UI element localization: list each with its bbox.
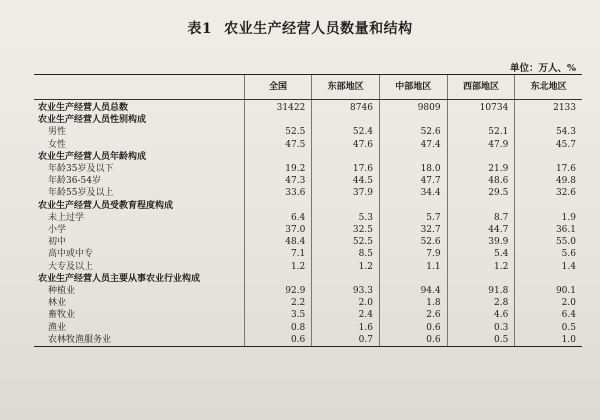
value-cell xyxy=(447,151,515,163)
value-cell: 36.1 xyxy=(515,224,582,236)
value-cell: 1.6 xyxy=(312,322,380,334)
value-cell: 0.8 xyxy=(244,322,312,334)
value-cell: 9809 xyxy=(379,100,447,115)
value-cell: 94.4 xyxy=(379,285,447,297)
value-cell: 32.6 xyxy=(515,187,582,199)
value-cell: 33.6 xyxy=(244,187,312,199)
value-cell: 7.1 xyxy=(244,248,312,260)
header-east: 东部地区 xyxy=(312,75,380,100)
value-cell: 32.5 xyxy=(312,224,380,236)
value-cell: 1.2 xyxy=(312,261,380,273)
value-cell: 5.7 xyxy=(379,212,447,224)
value-cell: 48.4 xyxy=(244,236,312,248)
value-cell: 47.6 xyxy=(312,139,380,151)
header-row xyxy=(34,75,582,100)
row-label: 畜牧业 xyxy=(48,310,76,321)
row-label: 农林牧渔服务业 xyxy=(34,334,244,347)
value-cell: 37.9 xyxy=(312,187,380,199)
value-cell: 0.6 xyxy=(379,322,447,334)
value-cell: 0.7 xyxy=(312,334,380,347)
row-label: 农业生产经营人员受教育程度构成 xyxy=(38,200,174,211)
table-number: 表1 xyxy=(187,21,213,37)
value-cell: 52.5 xyxy=(312,236,380,248)
table-row xyxy=(34,248,582,260)
table-row xyxy=(34,126,582,138)
value-cell: 2.6 xyxy=(379,309,447,321)
value-cell: 44.7 xyxy=(447,224,515,236)
category-row xyxy=(34,151,582,163)
value-cell: 47.7 xyxy=(379,175,447,187)
value-cell: 37.0 xyxy=(244,224,312,236)
data-table xyxy=(34,74,582,347)
row-label: 年龄55岁及以上 xyxy=(48,188,114,199)
value-cell: 32.7 xyxy=(379,224,447,236)
table-title-text: 农业生产经营人员数量和结构 xyxy=(224,21,413,37)
table-row xyxy=(34,334,582,347)
value-cell: 2.4 xyxy=(312,309,380,321)
table-row xyxy=(34,163,582,175)
value-cell: 52.6 xyxy=(379,236,447,248)
value-cell xyxy=(312,114,380,126)
table-body xyxy=(34,100,582,347)
value-cell: 8746 xyxy=(312,100,380,115)
table-row xyxy=(34,261,582,273)
row-label: 种植业 xyxy=(48,286,76,297)
row-label: 未上过学 xyxy=(48,212,85,223)
value-cell: 45.7 xyxy=(515,139,582,151)
value-cell xyxy=(447,200,515,212)
table-row xyxy=(34,322,582,334)
value-cell: 0.5 xyxy=(515,322,582,334)
value-cell: 10734 xyxy=(447,100,515,115)
value-cell: 2.8 xyxy=(447,297,515,309)
value-cell: 52.4 xyxy=(312,126,380,138)
value-cell xyxy=(312,200,380,212)
table-row xyxy=(34,236,582,248)
value-cell: 39.9 xyxy=(447,236,515,248)
value-cell xyxy=(447,273,515,285)
row-label: 渔业 xyxy=(48,322,67,333)
value-cell: 1.1 xyxy=(379,261,447,273)
table-row xyxy=(34,175,582,187)
value-cell: 47.9 xyxy=(447,139,515,151)
category-row xyxy=(34,100,582,115)
value-cell: 4.6 xyxy=(447,309,515,321)
value-cell: 52.1 xyxy=(447,126,515,138)
value-cell xyxy=(515,114,582,126)
row-label: 农业生产经营人员性别构成 xyxy=(38,115,147,126)
value-cell: 31422 xyxy=(244,100,312,115)
value-cell: 18.0 xyxy=(379,163,447,175)
row-label: 大专及以上 xyxy=(48,261,94,272)
value-cell: 2.2 xyxy=(244,297,312,309)
value-cell: 47.4 xyxy=(379,139,447,151)
value-cell: 1.8 xyxy=(379,297,447,309)
value-cell: 90.1 xyxy=(515,285,582,297)
value-cell: 1.0 xyxy=(515,334,582,347)
value-cell: 5.6 xyxy=(515,248,582,260)
value-cell: 47.5 xyxy=(244,139,312,151)
row-label: 农业生产经营人员主要从事农业行业构成 xyxy=(38,273,201,284)
row-label: 女性 xyxy=(48,139,67,150)
value-cell: 0.5 xyxy=(447,334,515,347)
value-cell: 1.2 xyxy=(447,261,515,273)
value-cell: 8.5 xyxy=(312,248,380,260)
row-label: 小学 xyxy=(48,225,67,236)
table-row xyxy=(34,309,582,321)
value-cell xyxy=(515,273,582,285)
value-cell: 0.3 xyxy=(447,322,515,334)
value-cell: 55.0 xyxy=(515,236,582,248)
value-cell xyxy=(379,151,447,163)
value-cell: 91.8 xyxy=(447,285,515,297)
value-cell: 5.3 xyxy=(312,212,380,224)
value-cell: 48.6 xyxy=(447,175,515,187)
value-cell: 34.4 xyxy=(379,187,447,199)
row-label: 年龄35岁及以下 xyxy=(48,164,114,175)
value-cell: 19.2 xyxy=(244,163,312,175)
value-cell xyxy=(447,114,515,126)
value-cell xyxy=(244,114,312,126)
value-cell: 1.2 xyxy=(244,261,312,273)
value-cell xyxy=(244,151,312,163)
value-cell: 2.0 xyxy=(312,297,380,309)
value-cell: 6.4 xyxy=(244,212,312,224)
value-cell xyxy=(515,200,582,212)
row-label: 高中或中专 xyxy=(48,249,94,260)
value-cell xyxy=(379,200,447,212)
value-cell: 21.9 xyxy=(447,163,515,175)
table-row xyxy=(34,212,582,224)
header-west: 西部地区 xyxy=(447,75,515,100)
header-northeast: 东北地区 xyxy=(515,75,582,100)
value-cell: 3.5 xyxy=(244,309,312,321)
category-row xyxy=(34,273,582,285)
category-row xyxy=(34,114,582,126)
value-cell: 44.5 xyxy=(312,175,380,187)
row-label: 农业生产经营人员年龄构成 xyxy=(38,151,147,162)
value-cell: 52.6 xyxy=(379,126,447,138)
header-label-cell xyxy=(34,75,244,100)
value-cell: 2.0 xyxy=(515,297,582,309)
value-cell: 92.9 xyxy=(244,285,312,297)
table-row xyxy=(34,139,582,151)
value-cell: 52.5 xyxy=(244,126,312,138)
value-cell: 1.4 xyxy=(515,261,582,273)
value-cell: 49.8 xyxy=(515,175,582,187)
value-cell xyxy=(379,273,447,285)
value-cell: 5.4 xyxy=(447,248,515,260)
value-cell: 17.6 xyxy=(515,163,582,175)
row-label: 农业生产经营人员总数 xyxy=(34,100,244,115)
value-cell: 54.3 xyxy=(515,126,582,138)
row-label: 林业 xyxy=(48,298,67,309)
table-row xyxy=(34,297,582,309)
value-cell xyxy=(244,200,312,212)
value-cell xyxy=(312,273,380,285)
table-row xyxy=(34,224,582,236)
header-national: 全国 xyxy=(244,75,312,100)
value-cell: 6.4 xyxy=(515,309,582,321)
value-cell: 7.9 xyxy=(379,248,447,260)
row-label: 年龄36-54岁 xyxy=(48,176,101,187)
value-cell: 1.9 xyxy=(515,212,582,224)
value-cell: 93.3 xyxy=(312,285,380,297)
value-cell: 47.3 xyxy=(244,175,312,187)
value-cell xyxy=(515,151,582,163)
value-cell: 8.7 xyxy=(447,212,515,224)
row-label: 男性 xyxy=(48,127,67,138)
value-cell: 0.6 xyxy=(379,334,447,347)
value-cell: 2133 xyxy=(515,100,582,115)
value-cell: 29.5 xyxy=(447,187,515,199)
header-central: 中部地区 xyxy=(379,75,447,100)
value-cell: 0.6 xyxy=(244,334,312,347)
value-cell xyxy=(379,114,447,126)
unit-note: 单位：万人、% xyxy=(509,63,576,74)
table-row xyxy=(34,187,582,199)
value-cell xyxy=(312,151,380,163)
category-row xyxy=(34,200,582,212)
value-cell: 17.6 xyxy=(312,163,380,175)
table-title xyxy=(0,18,600,38)
row-label: 初中 xyxy=(48,237,67,248)
table-row xyxy=(34,285,582,297)
value-cell xyxy=(244,273,312,285)
